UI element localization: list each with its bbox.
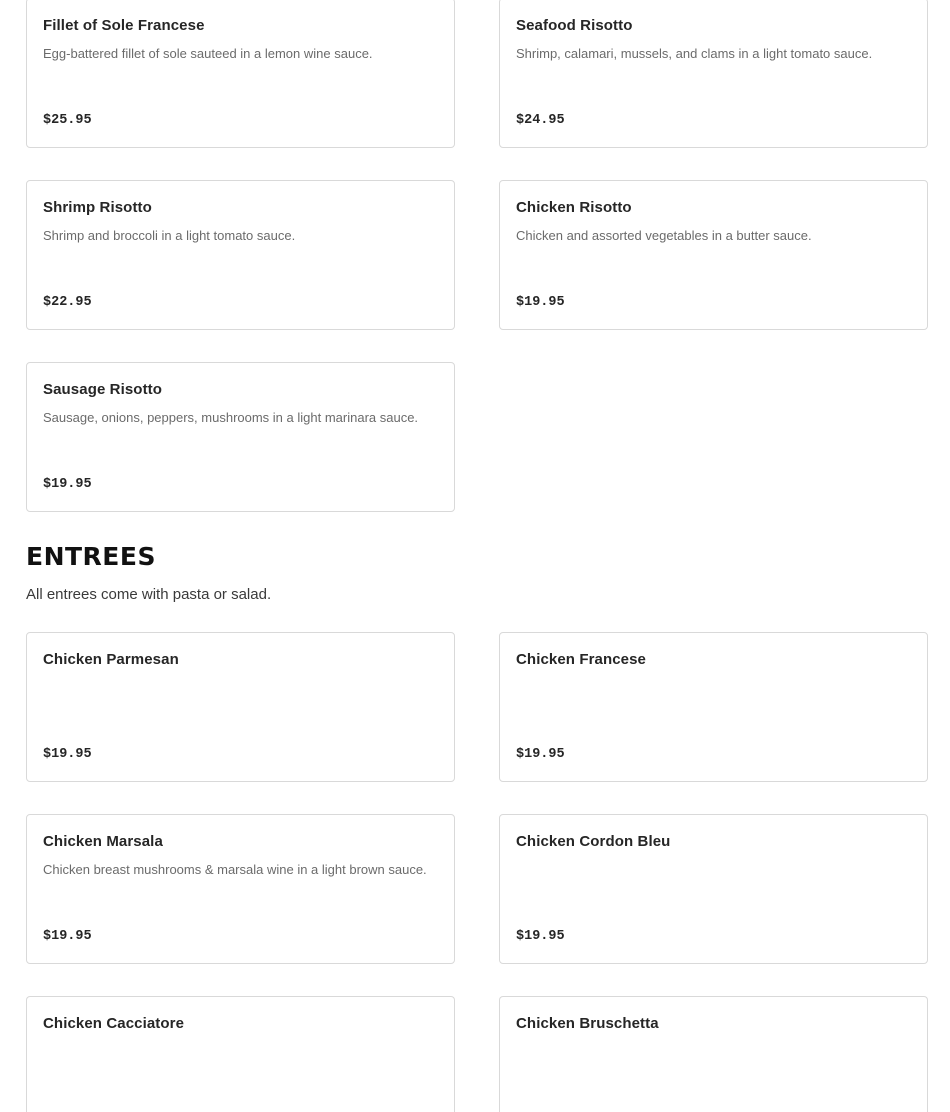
menu-item-description: Sausage, onions, peppers, mushrooms in a light marinara sauce. [43,410,419,425]
menu-item-name: Chicken Risotto [516,199,632,216]
menu-item-price: $19.95 [516,747,565,762]
section-title: ENTREES [26,542,156,571]
menu-item-name: Chicken Cacciatore [43,1015,185,1032]
menu-item-price: $19.95 [43,929,92,944]
menu-item-card[interactable] [499,632,928,782]
menu-item-name: Fillet of Sole Francese [43,17,205,34]
menu-item-price: $19.95 [516,295,565,310]
menu-item-description: Shrimp, calamari, mussels, and clams in a light tomato sauce. [516,46,873,61]
menu-item-card[interactable] [499,0,928,148]
menu-item-card[interactable] [499,814,928,964]
menu-item-description: Chicken and assorted vegetables in a butter sauce. [516,228,812,243]
menu-item-name: Chicken Francese [516,651,646,668]
menu-item-card[interactable] [26,996,455,1112]
menu-item-price: $19.95 [43,747,92,762]
section-subtitle: All entrees come with pasta or salad. [26,586,272,603]
menu-item-card[interactable] [26,180,455,330]
menu-item-name: Sausage Risotto [43,381,163,398]
menu-item-card[interactable] [26,362,455,512]
menu-item-description: Chicken breast mushrooms & marsala wine in a light brown sauce. [43,862,427,877]
menu-item-name: Chicken Cordon Bleu [516,833,671,850]
menu-item-price: $25.95 [43,113,92,128]
menu-item-description: Shrimp and broccoli in a light tomato sauce. [43,228,296,243]
menu-item-name: Chicken Bruschetta [516,1015,659,1032]
menu-item-name: Chicken Parmesan [43,651,179,668]
menu-item-name: Seafood Risotto [516,17,633,34]
menu-item-price: $19.95 [43,477,92,492]
menu-item-price: $19.95 [516,929,565,944]
menu-item-price: $24.95 [516,113,565,128]
menu-item-name: Chicken Marsala [43,833,163,850]
menu-item-card[interactable] [26,0,455,148]
menu-item-card[interactable] [26,814,455,964]
menu-item-name: Shrimp Risotto [43,199,152,216]
menu-item-card[interactable] [499,180,928,330]
menu-item-card[interactable] [499,996,928,1112]
menu-item-description: Egg-battered fillet of sole sauteed in a lemon wine sauce. [43,46,373,61]
menu-item-price: $22.95 [43,295,92,310]
menu-item-card[interactable] [26,632,455,782]
